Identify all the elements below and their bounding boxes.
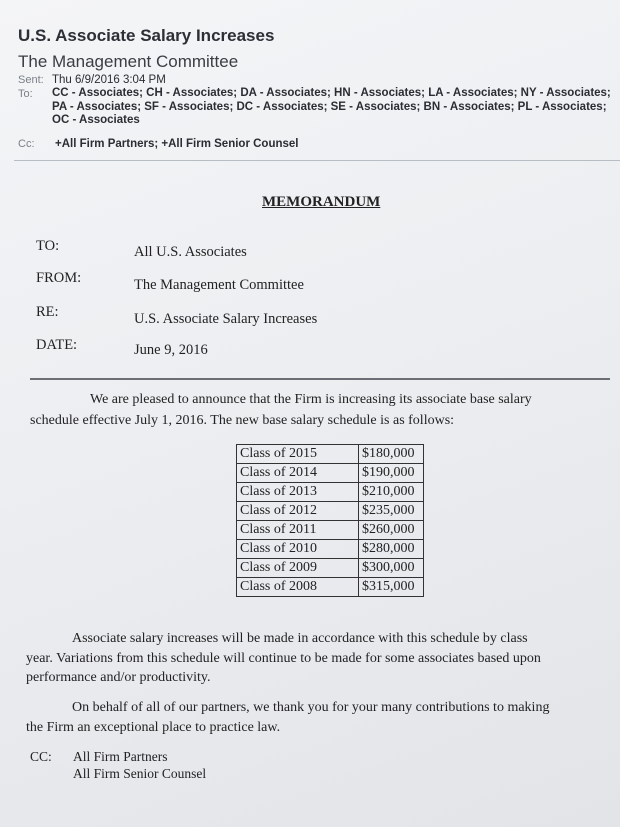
paragraph-3-line-2: the Firm an exceptional place to practice law.: [26, 720, 281, 735]
class-year-cell: Class of 2009: [237, 559, 359, 578]
salary-cell: $235,000: [359, 502, 424, 521]
salary-schedule-table: [236, 444, 424, 597]
class-year-cell: Class of 2011: [237, 521, 359, 540]
salary-cell: $280,000: [359, 540, 424, 559]
memo-divider: [30, 378, 610, 380]
paragraph-2-line-1: Associate salary increases will be made in accordance with this schedule by class: [72, 631, 528, 646]
class-year-cell: Class of 2013: [237, 483, 359, 502]
email-subject: U.S. Associate Salary Increases: [18, 26, 275, 45]
table-row: [237, 559, 424, 578]
table-row: [237, 502, 424, 521]
sent-label: Sent:: [18, 74, 44, 86]
salary-cell: $315,000: [359, 578, 424, 597]
memo-cc-line-1: All Firm Partners: [73, 749, 168, 764]
class-year-cell: Class of 2010: [237, 540, 359, 559]
header-divider: [14, 160, 620, 161]
paragraph-1-line-2: schedule effective July 1, 2016. The new base salary schedule is as follows:: [30, 413, 455, 428]
memo-date-value: June 9, 2016: [134, 342, 208, 358]
memo-from-value: The Management Committee: [134, 277, 304, 293]
memo-title: MEMORANDUM: [262, 194, 381, 210]
salary-cell: $210,000: [359, 483, 424, 502]
email-sender[interactable]: The Management Committee: [18, 52, 239, 71]
cc-recipients[interactable]: +All Firm Partners; +All Firm Senior Counsel: [55, 138, 299, 150]
salary-cell: $180,000: [359, 445, 424, 464]
class-year-cell: Class of 2014: [237, 464, 359, 483]
class-year-cell: Class of 2012: [237, 502, 359, 521]
class-year-cell: Class of 2015: [237, 445, 359, 464]
memo-to-label: TO:: [36, 238, 60, 254]
memo-re-value: U.S. Associate Salary Increases: [134, 311, 318, 327]
table-row: [237, 578, 424, 597]
memo-re-label: RE:: [36, 304, 59, 320]
table-row: [237, 483, 424, 502]
table-row: [237, 521, 424, 540]
table-row: [237, 445, 424, 464]
to-label: To:: [18, 88, 33, 100]
class-year-cell: Class of 2008: [237, 578, 359, 597]
memo-from-label: FROM:: [36, 270, 82, 286]
paragraph-2-line-2: year. Variations from this schedule will continue to be made for some associates based upon: [26, 651, 541, 666]
salary-cell: $260,000: [359, 521, 424, 540]
paragraph-2-line-3: performance and/or productivity.: [26, 670, 211, 685]
paragraph-1-line-1: We are pleased to announce that the Firm is increasing its associate base salary: [90, 392, 532, 407]
table-row: [237, 540, 424, 559]
salary-cell: $190,000: [359, 464, 424, 483]
table-row: [237, 464, 424, 483]
paragraph-3-line-1: On behalf of all of our partners, we thank you for your many contributions to making: [72, 700, 550, 715]
memo-cc-line-2: All Firm Senior Counsel: [73, 766, 207, 781]
memo-to-value: All U.S. Associates: [134, 244, 247, 260]
salary-cell: $300,000: [359, 559, 424, 578]
memo-date-label: DATE:: [36, 337, 78, 353]
cc-label: Cc:: [18, 138, 35, 150]
sent-value: Thu 6/9/2016 3:04 PM: [52, 74, 166, 86]
to-recipients[interactable]: CC - Associates; CH - Associates; DA - Associates; HN - Associates; LA - Associates; NY - Associates; PA - Associates; SF - Associates; DC - Associates; SE - Associates; BN - Associates; PL - Associates; OC - Associates: [52, 87, 611, 126]
email-header: [0, 0, 620, 162]
memo-cc-label: CC:: [30, 749, 52, 764]
